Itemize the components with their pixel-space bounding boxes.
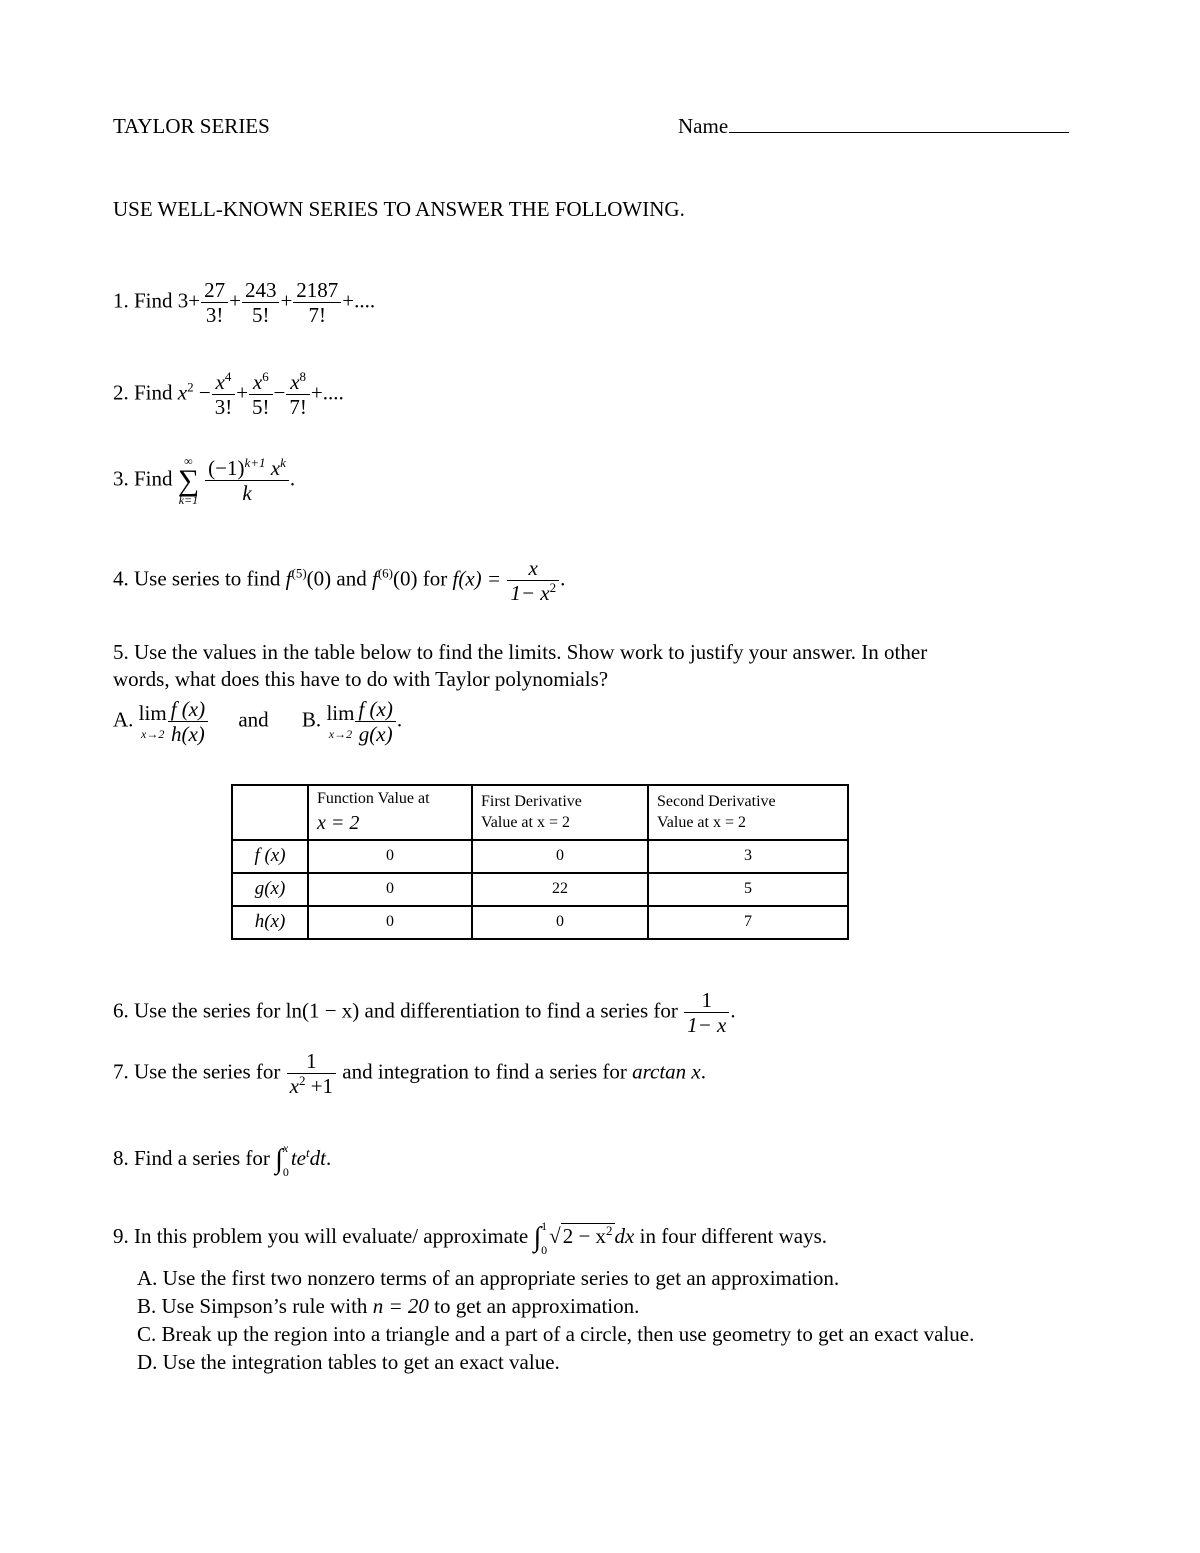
name-label: Name xyxy=(678,114,729,138)
radicand: $2 - x^2$ xyxy=(562,1222,613,1248)
problem-9-part-a: A. Use the first two nonzero terms of an appropriate series to get an approximation. xyxy=(137,1266,840,1290)
problem-8: 8. Find a series for ∫ x 0 $te^tdt$. xyxy=(113,1141,332,1179)
problem-5-line-2: words, what does this have to do with Taylor polynomials? xyxy=(113,667,609,691)
limit-operator: lim x→2 xyxy=(138,701,167,742)
table-row-label: h(x) xyxy=(232,906,308,939)
table-header-cell: First Derivative Value at x = 2 xyxy=(472,785,648,840)
table-cell: 7 xyxy=(648,906,848,939)
table-cell: 0 xyxy=(472,840,648,873)
problem-9: 9. In this problem you will evaluate/ approximate ∫ 1 0 $√2 - x^2dx$ in four different ways. xyxy=(113,1219,827,1257)
table-row xyxy=(232,873,848,906)
sqrt-icon: √ xyxy=(549,1223,561,1248)
fraction: $\frac{2187}{7!}$ xyxy=(293,278,341,327)
table-cell: 0 xyxy=(308,840,472,873)
fraction: $\frac{f (x)}{g(x)}$ xyxy=(355,697,395,746)
problem-9-part-b: B. Use Simpson’s rule with n = 20 to get an approximation. xyxy=(137,1294,640,1318)
fraction: $\frac{(-1)^{k+1} x^k}{k}$ xyxy=(205,456,289,505)
table-row xyxy=(232,840,848,873)
problem-9-part-c: C. Break up the region into a triangle and a part of a circle, then use geometry to get an exact value. xyxy=(137,1322,975,1346)
problem-1: 1. Find 3+ $\frac{27}{3!}$ + $\frac{243}{5!}$ + $\frac{2187}{7!}$ +.... xyxy=(113,278,376,328)
table-cell: 22 xyxy=(472,873,648,906)
fraction: $\frac{f (x)}{h(x)}$ xyxy=(168,697,208,746)
table-cell: 3 xyxy=(648,840,848,873)
table-header-cell: Function Value at x = 2 xyxy=(308,785,472,840)
integral-symbol: ∫ xyxy=(533,1222,542,1253)
table-corner-cell xyxy=(232,785,308,840)
fraction: $\frac{x}{1- x^2}$ xyxy=(507,556,559,605)
fraction: $\frac{243}{5!}$ xyxy=(242,278,280,327)
problem-9-part-d: D. Use the integration tables to get an exact value. xyxy=(137,1350,560,1374)
table-row-label: f (x) xyxy=(232,840,308,873)
table-row xyxy=(232,906,848,939)
fraction: $\frac{x^8}{7!}$ xyxy=(286,370,310,419)
integral-limits: 1 0 xyxy=(541,1219,548,1257)
table-cell: 0 xyxy=(308,906,472,939)
integral-limits: x 0 xyxy=(282,1141,289,1179)
summation-symbol: ∞ ∑ k=1 xyxy=(177,454,200,507)
table-header-row xyxy=(232,785,848,840)
instructions: USE WELL-KNOWN SERIES TO ANSWER THE FOLLOWING. xyxy=(113,197,685,221)
table-header-cell: Second Derivative Value at x = 2 xyxy=(648,785,848,840)
values-table xyxy=(231,784,849,940)
table-cell: 0 xyxy=(472,906,648,939)
table-cell: 0 xyxy=(308,873,472,906)
fraction: $\frac{x^6}{5!}$ xyxy=(249,370,273,419)
page-title: TAYLOR SERIES xyxy=(113,114,270,138)
problem-3: 3. Find ∞ ∑ k=1 $\frac{(-1)^{k+1} x^k}{k}$ . xyxy=(113,454,296,507)
problem-5-limits: A. lim x→2 $\frac{f (x)}{h(x)}$ and B. lim x→2 $\frac{f (x)}{g(x)}$ . xyxy=(113,697,403,747)
limit-operator: lim x→2 xyxy=(326,701,355,742)
table-row-label: g(x) xyxy=(232,873,308,906)
name-field[interactable] xyxy=(678,114,1069,139)
fraction: $\frac{1}{x^2 +1}$ xyxy=(287,1049,336,1098)
name-blank-line[interactable] xyxy=(729,114,1069,133)
table-cell: 5 xyxy=(648,873,848,906)
fraction: $\frac{27}{3!}$ xyxy=(201,278,228,327)
fraction: $\frac{1}{1- x}$ xyxy=(684,988,729,1037)
problem-4: 4. Use series to find $f^{(5)}(0)$ and $f^{(6)}(0)$ for f(x) = $\frac{x}{1- x^2}$ . xyxy=(113,556,566,606)
fraction: $\frac{x^4}{3!}$ xyxy=(212,370,236,419)
problem-2: 2. Find $x^2$ − $\frac{x^4}{3!}$ + $\frac{x^6}{5!}$ − $\frac{x^8}{7!}$ +.... xyxy=(113,369,344,420)
integral-symbol: ∫ xyxy=(275,1144,283,1175)
problem-5-line-1: 5. Use the values in the table below to find the limits. Show work to justify your answer. In other xyxy=(113,640,928,664)
problem-7: 7. Use the series for $\frac{1}{x^2 +1}$ and integration to find a series for arctan x. xyxy=(113,1049,706,1099)
problem-6: 6. Use the series for ln(1 − x) and differentiation to find a series for $\frac{1}{1- x}$ . xyxy=(113,988,736,1038)
